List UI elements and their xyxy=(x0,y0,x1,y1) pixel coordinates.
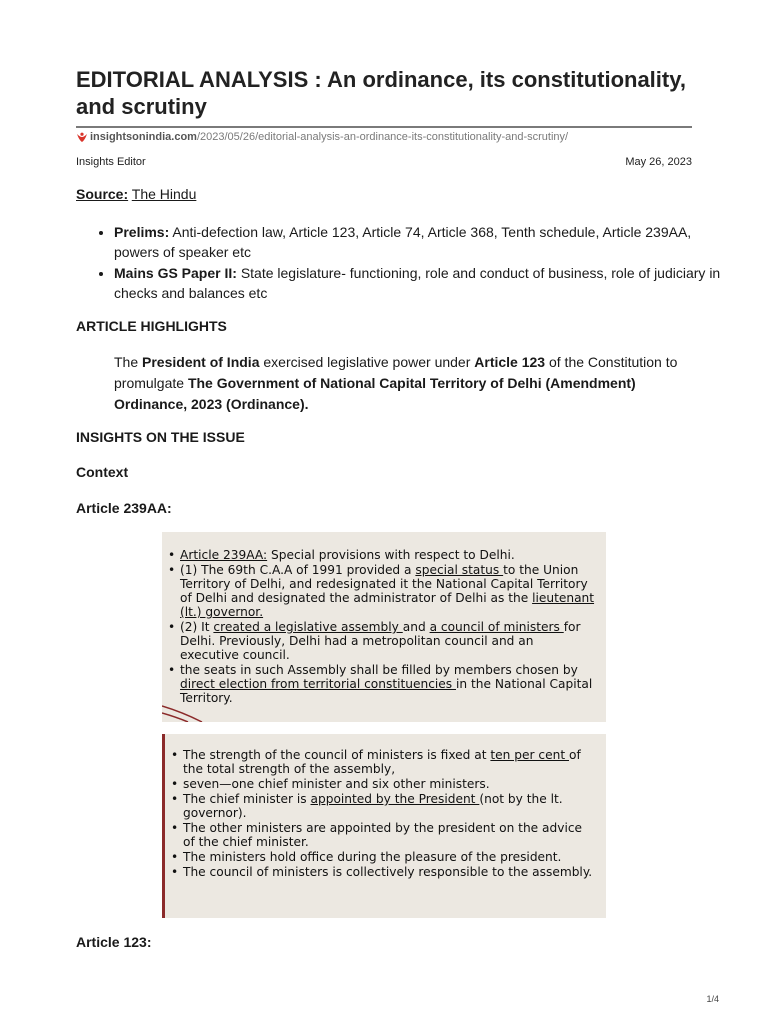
text-span: The ministers hold office during the pleasure of the president. xyxy=(183,850,562,864)
text-span: seven—one chief minister and six other ministers. xyxy=(183,777,490,791)
author: Insights Editor xyxy=(76,156,146,168)
slide-item xyxy=(180,548,596,562)
page-number: 1/4 xyxy=(706,994,719,1004)
slide-item xyxy=(180,563,596,619)
slide-item xyxy=(183,748,596,776)
highlight-paragraph xyxy=(114,352,694,415)
heading-context: Context xyxy=(76,464,129,480)
syllabus-list xyxy=(76,222,734,304)
slide-item xyxy=(183,850,596,864)
slide-corner-decoration xyxy=(162,700,222,722)
slide-item xyxy=(183,865,596,879)
heading-article-123: Article 123: xyxy=(76,934,152,950)
text-span: for Delhi. Previously, Delhi had a metropolitan council and an executive council. xyxy=(180,620,581,662)
slide-item xyxy=(183,821,596,849)
list-item xyxy=(114,222,734,262)
underlined-text: lieutenant (lt.) governor. xyxy=(180,591,595,619)
title-divider xyxy=(76,126,692,128)
bold-span: President of India xyxy=(142,354,260,370)
text-span: in the National Capital Territory. xyxy=(180,677,593,705)
heading-article-highlights: ARTICLE HIGHLIGHTS xyxy=(76,318,227,334)
url-path[interactable]: /2023/05/26/editorial-analysis-an-ordinance-its-constitutionality-and-scrutiny/ xyxy=(196,131,569,143)
underlined-text: special status xyxy=(415,563,504,577)
slide-image-239aa xyxy=(162,532,606,722)
bullet-label: Prelims: xyxy=(114,224,170,240)
text-span: and xyxy=(402,620,430,634)
underlined-text: a council of ministers xyxy=(429,620,564,634)
source-line xyxy=(76,186,196,202)
bold-span: The Government of National Capital Territory of Delhi (Amendment) Ordinance, 2023 (Ordinance). xyxy=(114,375,636,412)
underlined-text: direct election from territorial constituencies xyxy=(180,677,457,691)
text-span: the seats in such Assembly shall be filled by members chosen by xyxy=(180,663,578,677)
underlined-text: ten per cent xyxy=(490,748,569,762)
bullet-text: Anti-defection law, Article 123, Article 74, Article 368, Tenth schedule, Article 239AA, powers of speaker etc xyxy=(114,224,692,260)
text-span: The council of ministers is collectively responsible to the assembly. xyxy=(183,865,593,879)
underlined-text: appointed by the President xyxy=(310,792,480,806)
slide-image-council-of-ministers xyxy=(162,734,606,918)
text-span: to the Union Territory of Delhi, and redesignated it the National Capital Territory of Delhi and designated the administrator of Delhi as the xyxy=(180,563,588,605)
heading-article-239aa: Article 239AA: xyxy=(76,500,172,516)
url-domain[interactable]: insightsonindia.com xyxy=(90,131,197,143)
source-url[interactable] xyxy=(76,131,568,143)
publish-date: May 26, 2023 xyxy=(625,156,692,168)
text-span: exercised legislative power under xyxy=(259,354,475,370)
bullet-text: State legislature- functioning, role and conduct of business, role of judiciary in checks and balances etc xyxy=(114,265,721,301)
slide-item xyxy=(180,620,596,662)
text-span: (2) It xyxy=(180,620,214,634)
bullet-label: Mains GS Paper II: xyxy=(114,265,237,281)
source-link[interactable]: The Hindu xyxy=(131,186,197,202)
text-span: (not by the lt. governor). xyxy=(183,792,563,820)
underlined-text: Article 239AA: xyxy=(180,548,268,562)
text-span: The xyxy=(114,354,143,370)
heading-insights: INSIGHTS ON THE ISSUE xyxy=(76,429,245,445)
text-span: The strength of the council of ministers is fixed at xyxy=(183,748,491,762)
slide-item xyxy=(183,777,596,791)
slide-item xyxy=(183,792,596,820)
page-title: EDITORIAL ANALYSIS : An ordinance, its constitutionality, and scrutiny xyxy=(76,67,686,119)
text-span: of the total strength of the assembly, xyxy=(183,748,581,776)
insights-logo-icon xyxy=(76,131,88,143)
text-span: The chief minister is xyxy=(183,792,311,806)
list-item xyxy=(114,263,734,303)
text-span: Special provisions with respect to Delhi. xyxy=(267,548,515,562)
slide-item xyxy=(180,663,596,705)
underlined-text: created a legislative assembly xyxy=(213,620,403,634)
text-span: of the Constitution to promulgate xyxy=(114,354,678,391)
bold-span: Article 123 xyxy=(474,354,546,370)
source-label: Source: xyxy=(76,186,129,202)
text-span: (1) The 69th C.A.A of 1991 provided a xyxy=(180,563,416,577)
text-span: The other ministers are appointed by the president on the advice of the chief minister. xyxy=(183,821,583,849)
